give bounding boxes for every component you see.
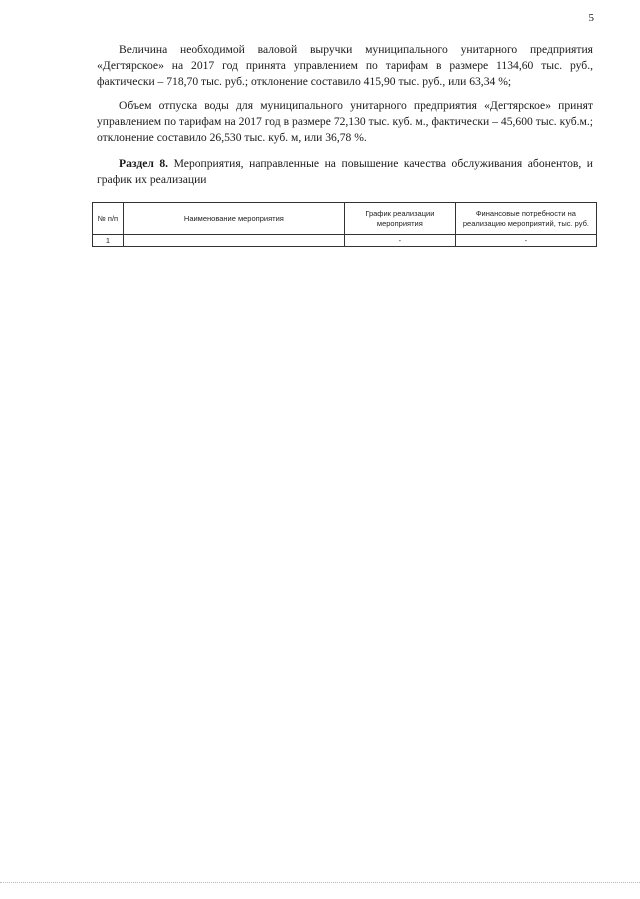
cell-measure-name: [123, 235, 344, 247]
cell-financial-needs: -: [455, 235, 596, 247]
scan-edge-line: [0, 882, 640, 883]
paragraph-revenue: Величина необходимой валовой выручки муниципального унитарного предприятия «Дегтярское» на 2017 год принята управлением по тарифам в размере 1134,60 тыс. руб., фактически – 718,70 тыс. руб.; отклонение составило 415,90 тыс. руб., или 63,34 %;: [97, 43, 593, 88]
header-number: № п/п: [93, 203, 124, 235]
page-number: 5: [588, 12, 594, 24]
cell-number: 1: [93, 235, 124, 247]
section-heading: [97, 156, 593, 188]
table-header-row: [93, 203, 597, 235]
paragraph-water-volume: Объем отпуска воды для муниципального унитарного предприятия «Дегтярское» принят управлением по тарифам на 2017 год в размере 72,130 тыс. куб. м., фактически – 45,600 тыс. куб.м.; отклонение составило 26,530 тыс. куб. м, или 36,78 %.: [97, 99, 593, 144]
measures-table: [92, 202, 597, 247]
section-label: Раздел 8.: [119, 157, 169, 170]
header-schedule: График реализации мероприятия: [344, 203, 455, 235]
header-measure-name: Наименование мероприятия: [123, 203, 344, 235]
header-financial-needs: Финансовые потребности на реализацию мероприятий, тыс. руб.: [455, 203, 596, 235]
section-title: Мероприятия, направленные на повышение качества обслуживания абонентов, и график их реализации: [97, 157, 594, 186]
cell-schedule: -: [344, 235, 455, 247]
table-row: [93, 235, 597, 247]
